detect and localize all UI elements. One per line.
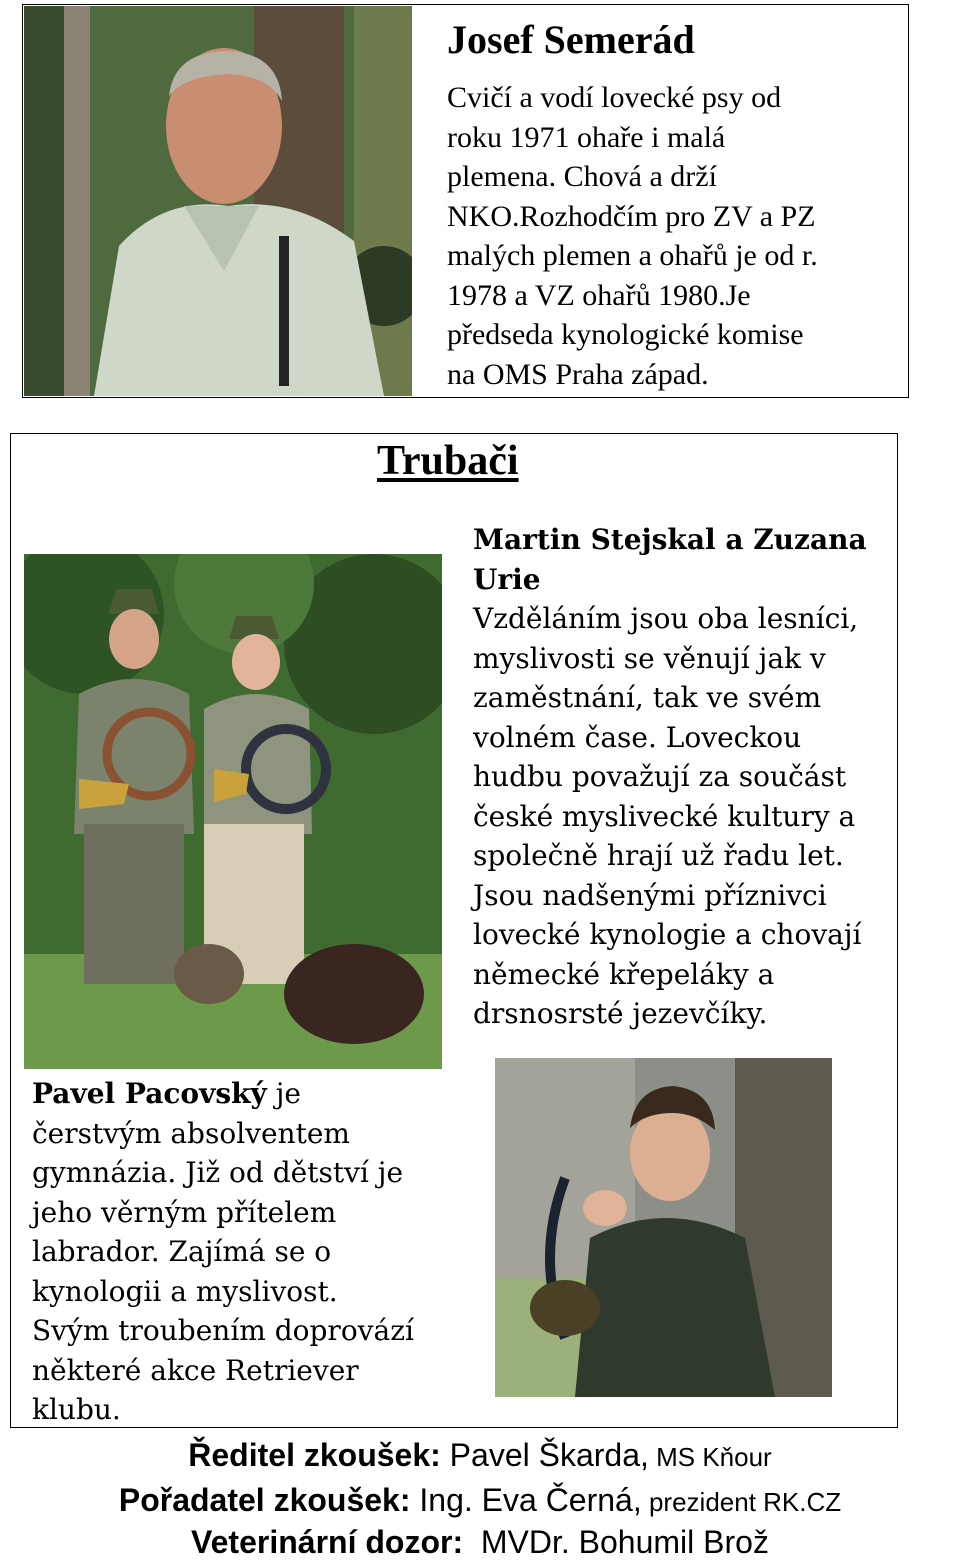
duo-bio-line: Jsou nadšenými příznivci (473, 878, 827, 912)
duo-bio-line: Vzděláním jsou oba lesníci, (473, 602, 859, 635)
judge-bio-line: předseda kynologické komise (447, 318, 804, 351)
director-label: Ředitel zkoušek: (188, 1437, 441, 1473)
vet-value: MVDr. Bohumil Brož (463, 1524, 769, 1560)
solo-bio-line: kynologii a myslivost. (32, 1274, 338, 1308)
duo-bio-line: lovecké kynologie a chovají (473, 918, 862, 951)
solo-bio-line: čerstvým absolventem (32, 1116, 350, 1150)
solo-photo (495, 1058, 832, 1397)
solo-name: Pavel Pacovský (32, 1077, 267, 1110)
judge-bio-line: roku 1971 ohaře i malá (447, 120, 726, 154)
footer-director (0, 1435, 960, 1477)
trumpeters-title: Trubači (377, 438, 519, 484)
judge-bio-line: NKO.Rozhodčím pro ZV a PZ (447, 199, 816, 233)
director-value: Pavel Škarda, (440, 1437, 649, 1473)
duo-bio-line: hudbu považují za součást (473, 760, 847, 793)
footer-vet (0, 1522, 960, 1562)
organizer-value: Ing. Eva Černá, (410, 1482, 642, 1518)
solo-bio-line: gymnázia. Již od dětství je (32, 1156, 404, 1189)
organizer-role: prezident RK.CZ (641, 1487, 842, 1517)
vet-label: Veterinární dozor: (191, 1524, 464, 1560)
footer-organizer (0, 1480, 960, 1522)
director-org: MS Kňour (648, 1442, 772, 1472)
duo-bio-line: společně hrají už řadu let. (473, 839, 844, 872)
judge-bio-line: na OMS Praha západ. (447, 357, 709, 391)
judge-bio-line: Cvičí a vodí lovecké psy od (447, 81, 782, 114)
solo-bio-line: klubu. (32, 1393, 121, 1426)
judge-name: Josef Semerád (447, 17, 695, 62)
duo-bio-line: zaměstnání, tak ve svém (473, 681, 822, 714)
solo-first-line (32, 1074, 414, 1114)
duo-bio-line: myslivosti se věnují jak v (473, 641, 826, 675)
judge-bio-line: malých plemen a ohařů je od r. (447, 239, 818, 272)
judge-text (447, 18, 818, 394)
solo-bio-start: je (266, 1077, 301, 1110)
solo-text (32, 1074, 414, 1430)
duo-photo (24, 554, 442, 1069)
solo-bio-line: labrador. Zajímá se o (32, 1235, 332, 1268)
duo-name-line: Martin Stejskal a Zuzana (473, 523, 867, 556)
duo-bio-line: drsnosrsté jezevčíky. (473, 997, 768, 1030)
judge-bio-line: 1978 a VZ ohařů 1980.Je (447, 278, 751, 312)
solo-bio-line: některé akce Retriever (32, 1353, 359, 1387)
duo-bio-line: německé křepeláky a (473, 957, 775, 991)
organizer-label: Pořadatel zkoušek: (118, 1482, 411, 1518)
judge-bio-line: plemena. Chová a drží (447, 160, 717, 193)
duo-bio-line: volném čase. Loveckou (473, 720, 802, 754)
duo-bio-line: české myslivecké kultury a (473, 799, 856, 833)
judge-photo (24, 6, 412, 396)
duo-text (473, 520, 867, 1034)
solo-bio-line: jeho věrným přítelem (32, 1195, 337, 1229)
duo-name-line: Urie (473, 562, 541, 596)
solo-bio-line: Svým troubením doprovází (32, 1314, 414, 1347)
